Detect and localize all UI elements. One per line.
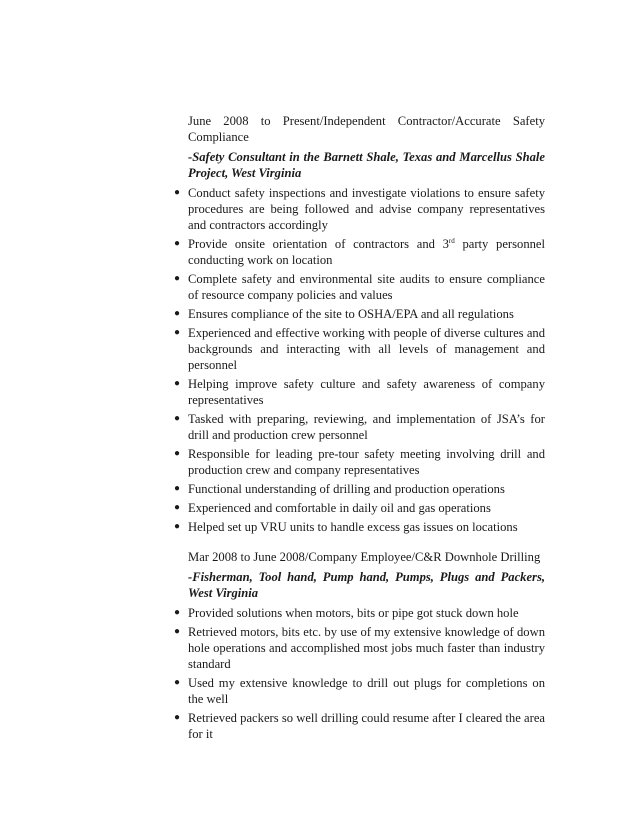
list-item: ● Used my extensive knowledge to drill out plugs for completions on the well xyxy=(174,676,545,706)
bullet-icon: ● xyxy=(174,677,181,688)
job2-role-line1: -Fisherman, Tool hand, Pump hand, Pumps, Plugs and Packers, xyxy=(188,570,545,584)
list-item: ● Conduct safety inspections and investigate violations to ensure safety procedures are being followed and advise company representatives and contractors accordingly xyxy=(174,186,545,232)
bullet-icon: ● xyxy=(174,378,181,389)
list-item: ● Helping improve safety culture and safety awareness of company representatives xyxy=(174,377,545,407)
job1-role-line1: -Safety Consultant in the Barnett Shale, Texas and Marcellus Shale xyxy=(188,150,545,164)
bullet-icon: ● xyxy=(174,448,181,459)
job1-role-line2: Project, West Virginia xyxy=(188,166,302,180)
job2-role xyxy=(188,569,545,601)
bullet-icon: ● xyxy=(174,187,181,198)
job1-role xyxy=(188,149,545,181)
bullet-icon: ● xyxy=(174,607,181,618)
bullet-icon: ● xyxy=(174,238,181,249)
list-item: ● Retrieved motors, bits etc. by use of my extensive knowledge of down hole operations and accomplished most jobs much faster than industry standard xyxy=(174,625,545,671)
list-item: ● Experienced and comfortable in daily oil and gas operations xyxy=(174,501,491,515)
list-item: ● Helped set up VRU units to handle excess gas issues on locations xyxy=(174,520,518,534)
bullet-icon: ● xyxy=(174,502,181,513)
job1-heading: June 2008 to Present/Independent Contractor/Accurate Safety Compliance xyxy=(188,114,545,144)
job2-heading: Mar 2008 to June 2008/Company Employee/C&R Downhole Drilling xyxy=(188,550,541,564)
list-item: ● Provided solutions when motors, bits or pipe got stuck down hole xyxy=(174,606,519,620)
list-item: ● Retrieved packers so well drilling could resume after I cleared the area for it xyxy=(174,711,545,741)
bullet-icon: ● xyxy=(174,483,181,494)
job1-bullet-list xyxy=(174,185,545,535)
experience-content xyxy=(174,113,545,745)
list-item: ● Responsible for leading pre-tour safety meeting involving drill and production crew and company representatives xyxy=(174,447,545,477)
list-item: ● Functional understanding of drilling and production operations xyxy=(174,482,505,496)
list-item: ● Ensures compliance of the site to OSHA/EPA and all regulations xyxy=(174,307,514,321)
bullet-icon: ● xyxy=(174,273,181,284)
list-item: ● Provide onsite orientation of contractors and 3rd party personnel conducting work on location xyxy=(174,236,545,267)
bullet-icon: ● xyxy=(174,413,181,424)
bullet-icon: ● xyxy=(174,327,181,338)
list-item: ● Experienced and effective working with people of diverse cultures and backgrounds and interacting with all levels of management and personnel xyxy=(174,326,545,372)
job2-section xyxy=(174,549,545,742)
bullet-icon: ● xyxy=(174,521,181,532)
bullet-icon: ● xyxy=(174,712,181,723)
list-item: ● Complete safety and environmental site audits to ensure compliance of resource company policies and values xyxy=(174,272,545,302)
bullet-icon: ● xyxy=(174,626,181,637)
job2-role-line2: West Virginia xyxy=(188,586,259,600)
job2-bullet-list xyxy=(174,605,545,742)
list-item: ● Tasked with preparing, reviewing, and implementation of JSA’s for drill and production crew personnel xyxy=(174,412,545,442)
bullet-icon: ● xyxy=(174,308,181,319)
ordinal-suffix: rd xyxy=(448,236,455,245)
